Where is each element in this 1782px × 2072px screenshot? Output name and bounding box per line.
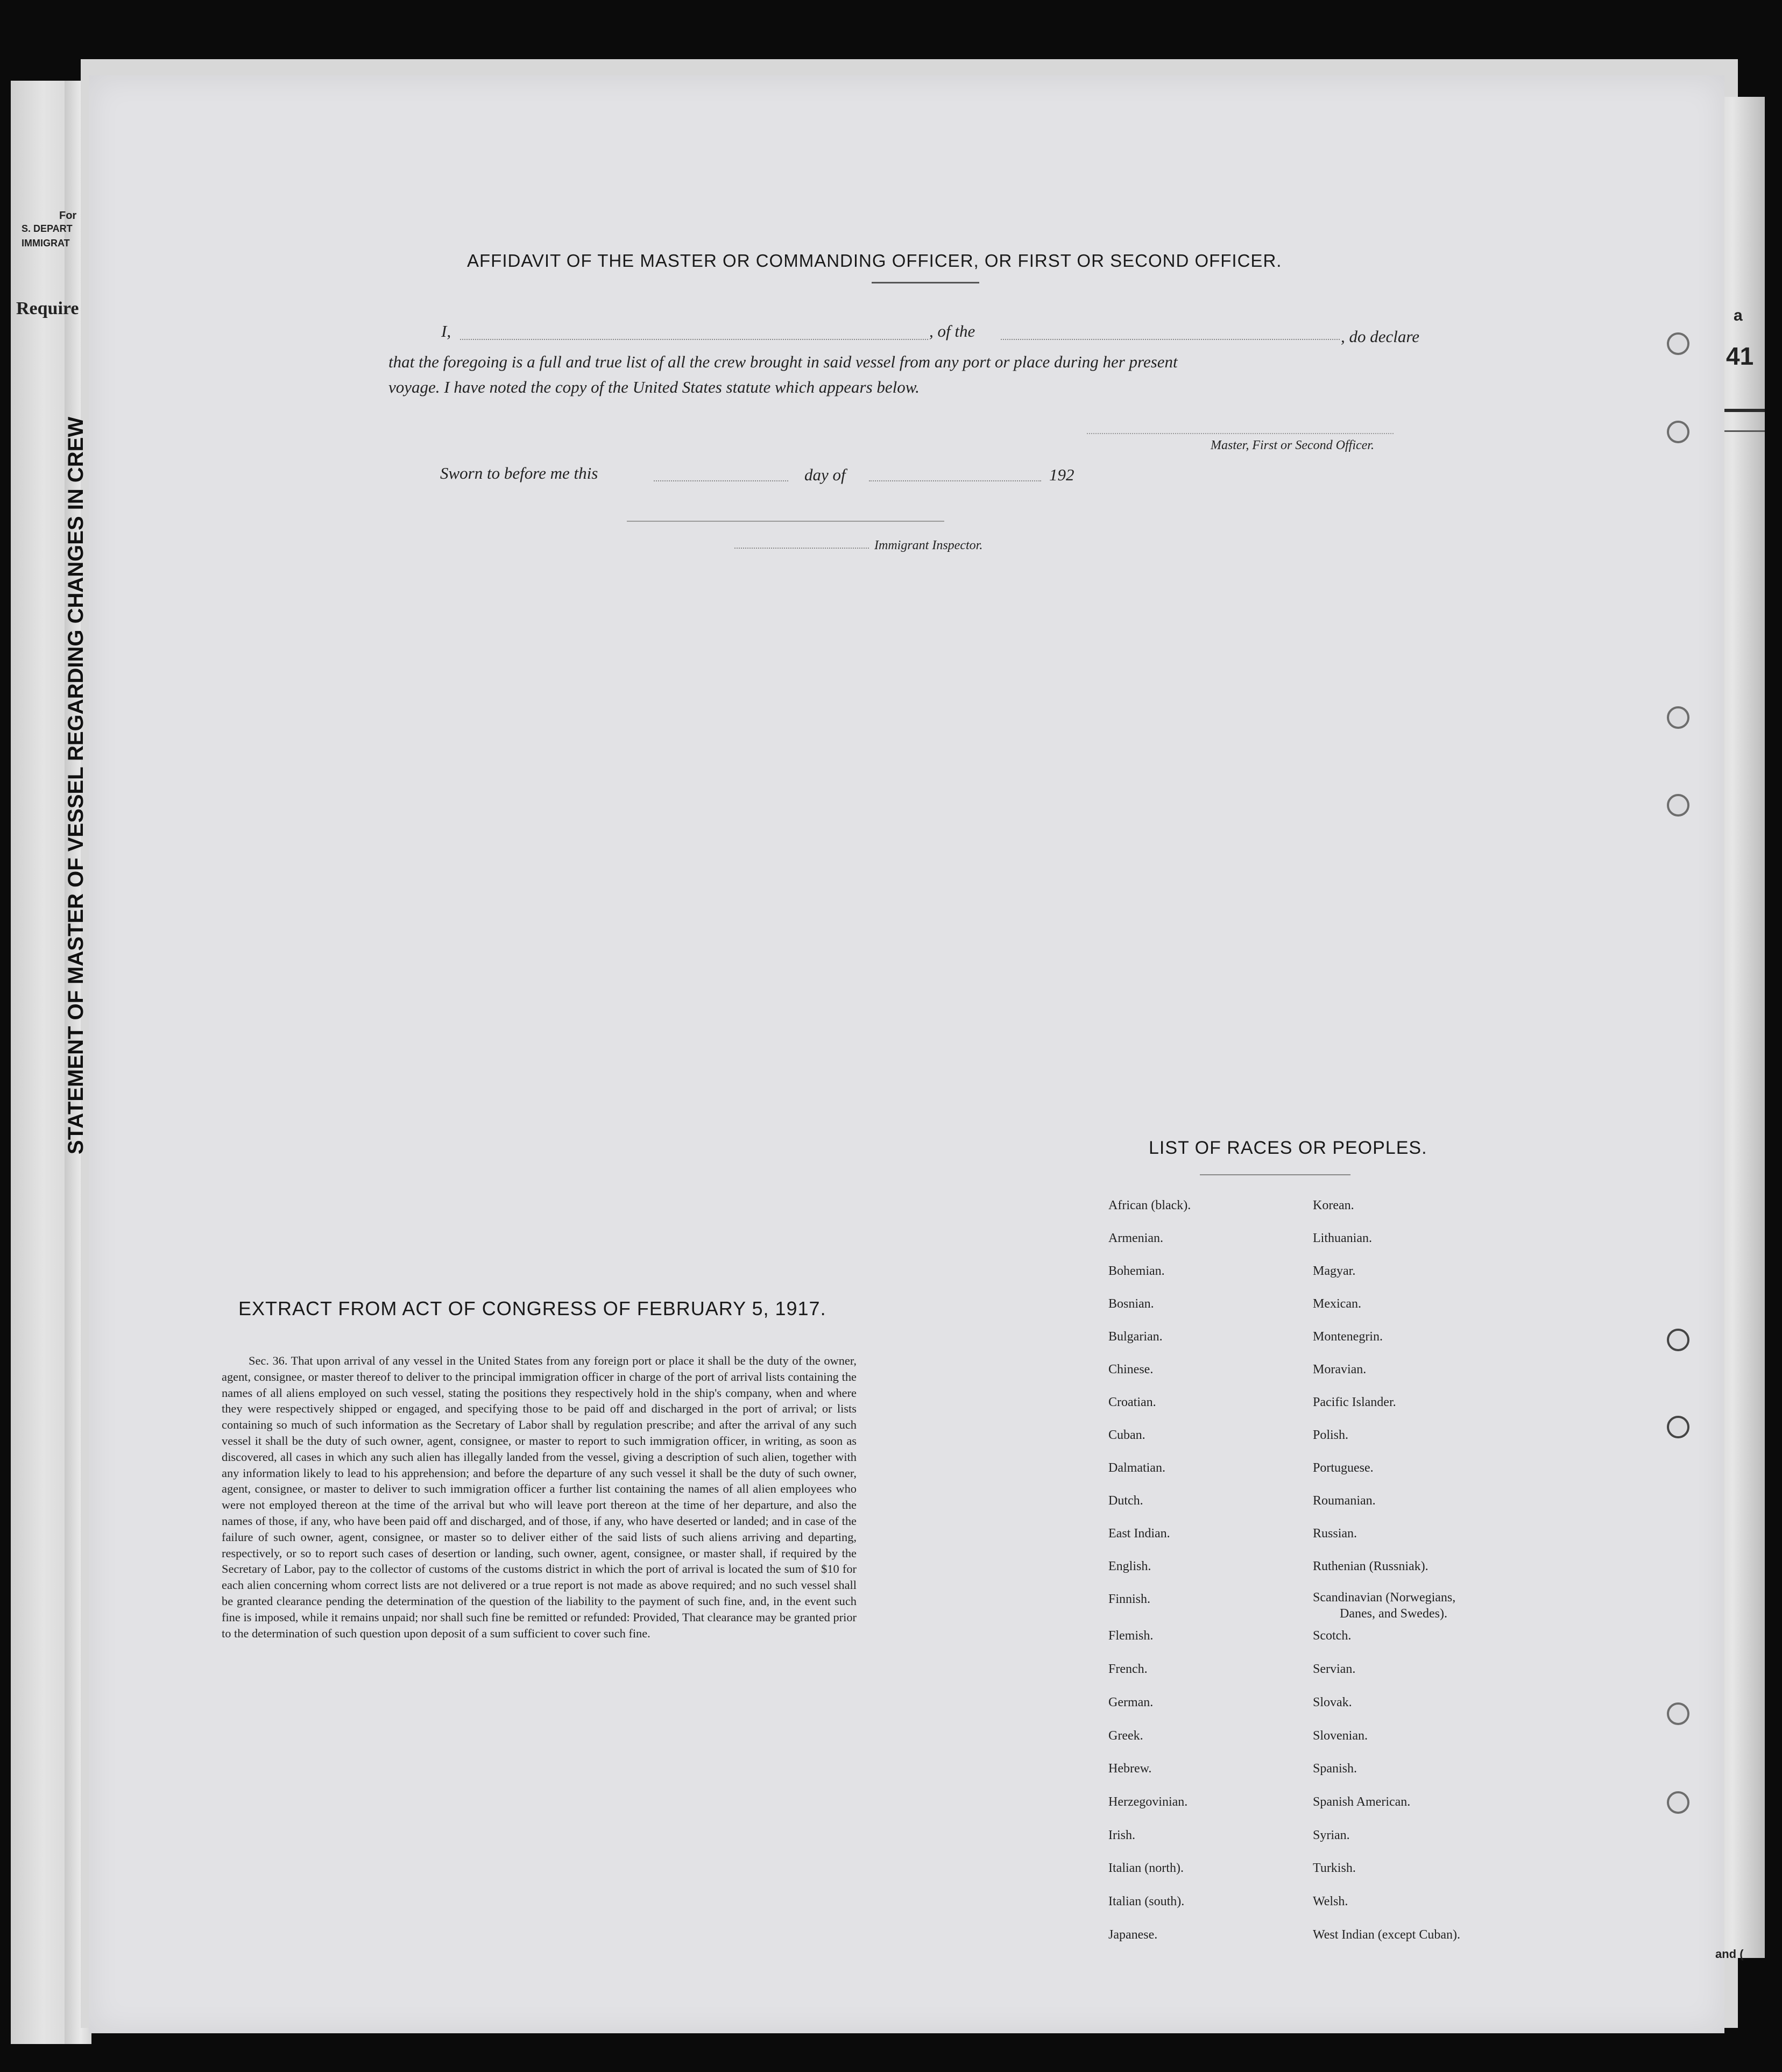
race-item: Lithuanian.: [1313, 1231, 1372, 1245]
race-item: French.: [1108, 1662, 1148, 1676]
inspector-label: Immigrant Inspector.: [874, 538, 983, 552]
race-item: Spanish.: [1313, 1762, 1357, 1776]
vertical-title-text: STATEMENT OF MASTER OF VESSEL REGARDING CHANGES IN CREW: [64, 416, 88, 1154]
affidavit-title: AFFIDAVIT OF THE MASTER OR COMMANDING OFFICER, OR FIRST OR SECOND OFFICER.: [467, 251, 1282, 271]
binder-hole: [1667, 421, 1689, 443]
affidavit-do-declare: , do declare: [1341, 327, 1420, 346]
race-item: Russian.: [1313, 1527, 1357, 1541]
race-item: Italian (south).: [1108, 1894, 1185, 1908]
peek-text-immigration: IMMIGRAT: [22, 238, 70, 249]
peek-text-for: For: [59, 210, 77, 222]
race-item: Italian (north).: [1108, 1861, 1184, 1875]
signature-line: [1087, 433, 1394, 434]
race-item: Bulgarian.: [1108, 1330, 1163, 1344]
race-item: Bosnian.: [1108, 1297, 1154, 1311]
race-item: Polish.: [1313, 1428, 1349, 1442]
affidavit-i: I,: [441, 322, 451, 340]
race-item: Cuban.: [1108, 1428, 1145, 1442]
sworn-text: Sworn to before me this: [440, 464, 598, 482]
race-item: African (black).: [1108, 1198, 1191, 1212]
race-item: Finnish.: [1108, 1592, 1151, 1606]
binder-hole: [1667, 1416, 1689, 1438]
race-item: Welsh.: [1313, 1894, 1348, 1908]
race-item: Portuguese.: [1313, 1461, 1374, 1475]
race-item: German.: [1108, 1695, 1154, 1709]
race-item: Japanese.: [1108, 1928, 1158, 1942]
binder-hole: [1667, 332, 1689, 355]
year-prefix: 192: [1049, 465, 1074, 484]
binder-hole: [1667, 1791, 1689, 1814]
race-item: Korean.: [1313, 1198, 1354, 1212]
affidavit-line-3: voyage. I have noted the copy of the United States statute which appears below.: [388, 378, 920, 396]
races-title: LIST OF RACES OR PEOPLES.: [1149, 1138, 1427, 1158]
race-item: English.: [1108, 1559, 1151, 1573]
race-item: Roumanian.: [1313, 1494, 1376, 1508]
affidavit-line-2: that the foregoing is a full and true list of all the crew brought in said vessel from any port or place during her present: [388, 352, 1178, 371]
race-item: Pacific Islander.: [1313, 1395, 1396, 1409]
affidavit-of-the: , of the: [929, 322, 975, 340]
race-item: Greek.: [1108, 1729, 1143, 1743]
race-item: Moravian.: [1313, 1363, 1367, 1376]
binder-hole: [1667, 1702, 1689, 1725]
race-item: Mexican.: [1313, 1297, 1361, 1311]
race-item: Magyar.: [1313, 1264, 1356, 1278]
inspector-name-blank: [734, 548, 869, 549]
name-blank: [460, 339, 928, 340]
peek-text-department: S. DEPART: [22, 223, 73, 234]
extract-body: [222, 1353, 857, 1641]
extract-paragraph: Sec. 36. That upon arrival of any vessel in the United States from any foreign port or place it shall be the duty of the owner, agent, consignee, or master thereof to deliver to the principal immigration officer in charge of the port of arrival lists containing the names of all aliens employed on such vessel, stating the positions they respectively hold in the ship's company, when and where they were respectively shipped or engaged, and specifying those to be paid off and discharged in the port of arrival; or lists containing so much of such information as the Secretary of Labor shall by regulation prescribe; and after the arrival of any such vessel it shall be the duty of such owner, agent, consignee, or master to report to such immigration officer, in writing, as soon as discovered, all cases in which any such alien has illegally landed from the vessel, giving a description of such alien, together with any information likely to lead to his apprehension; and before the departure of any such vessel it shall be the duty of such owner, agent, consignee, or master to deliver to such immigration officer a further list containing the names of all alien employees who were not employed thereon at the time of the arrival but who will leave port thereon at the time of her departure, and also the names of those, if any, who have been paid off and discharged, and of those, if any, who have deserted or landed; and in case of the failure of such owner, agent, consignee, or master so to deliver either of the said lists of such aliens arriving and departing, respectively, or so to report such cases of desertion or landing, such owner, agent, consignee, or master shall, if required by the Secretary of Labor, pay to the collector of customs of the customs district in which the port of arrival is located the sum of $10 for each alien concerning whom correct lists are not delivered or a true report is not made as above required; and no such vessel shall be granted clearance pending the determination of the question of the liability to the payment of such fine, and, in the event such fine is imposed, while it remains unpaid; nor shall such fine be remitted or refunded: Provided, That clearance may be granted prior to the determination of such question upon deposit of a sum sufficient to cover such fine.: [222, 1354, 857, 1640]
peek-text-and: and (: [1715, 1947, 1744, 1961]
race-item: Servian.: [1313, 1662, 1356, 1676]
peek-text-number: 41: [1726, 342, 1754, 370]
race-item: Dalmatian.: [1108, 1461, 1165, 1475]
race-item: Hebrew.: [1108, 1762, 1152, 1776]
race-item: Dutch.: [1108, 1494, 1143, 1508]
inspector-line: [627, 521, 944, 522]
day-of-text: day of: [804, 465, 846, 484]
race-item: Chinese.: [1108, 1363, 1154, 1376]
binder-hole: [1667, 1329, 1689, 1351]
race-item: Turkish.: [1313, 1861, 1356, 1875]
race-item: Syrian.: [1313, 1828, 1350, 1842]
race-item: Ruthenian (Russniak).: [1313, 1559, 1429, 1573]
race-item-continued: Danes, and Swedes).: [1340, 1607, 1447, 1621]
title-rule: [872, 282, 979, 283]
race-item: Armenian.: [1108, 1231, 1163, 1245]
race-item: Slovak.: [1313, 1695, 1352, 1709]
race-item: Scotch.: [1313, 1629, 1352, 1643]
race-item: Spanish American.: [1313, 1795, 1411, 1809]
signature-label: Master, First or Second Officer.: [1211, 438, 1374, 452]
vertical-form-title: [60, 416, 93, 1154]
race-item: West Indian (except Cuban).: [1313, 1928, 1460, 1942]
race-item: Irish.: [1108, 1828, 1135, 1842]
race-item: Scandinavian (Norwegians,: [1313, 1591, 1456, 1605]
race-item: Flemish.: [1108, 1629, 1154, 1643]
race-item: Bohemian.: [1108, 1264, 1165, 1278]
race-item: Croatian.: [1108, 1395, 1156, 1409]
month-blank: [869, 480, 1041, 481]
race-item: Montenegrin.: [1313, 1330, 1383, 1344]
binder-hole: [1667, 706, 1689, 729]
extract-title: EXTRACT FROM ACT OF CONGRESS OF FEBRUARY 5, 1917.: [238, 1297, 826, 1319]
races-rule: [1200, 1174, 1350, 1175]
race-item: Slovenian.: [1313, 1729, 1368, 1743]
peek-text-a: a: [1734, 307, 1743, 324]
peek-text-required: Require: [16, 299, 79, 318]
race-item: Herzegovinian.: [1108, 1795, 1188, 1809]
vessel-blank: [1001, 339, 1340, 340]
binder-hole: [1667, 794, 1689, 817]
day-blank: [654, 480, 788, 481]
race-item: East Indian.: [1108, 1527, 1170, 1541]
